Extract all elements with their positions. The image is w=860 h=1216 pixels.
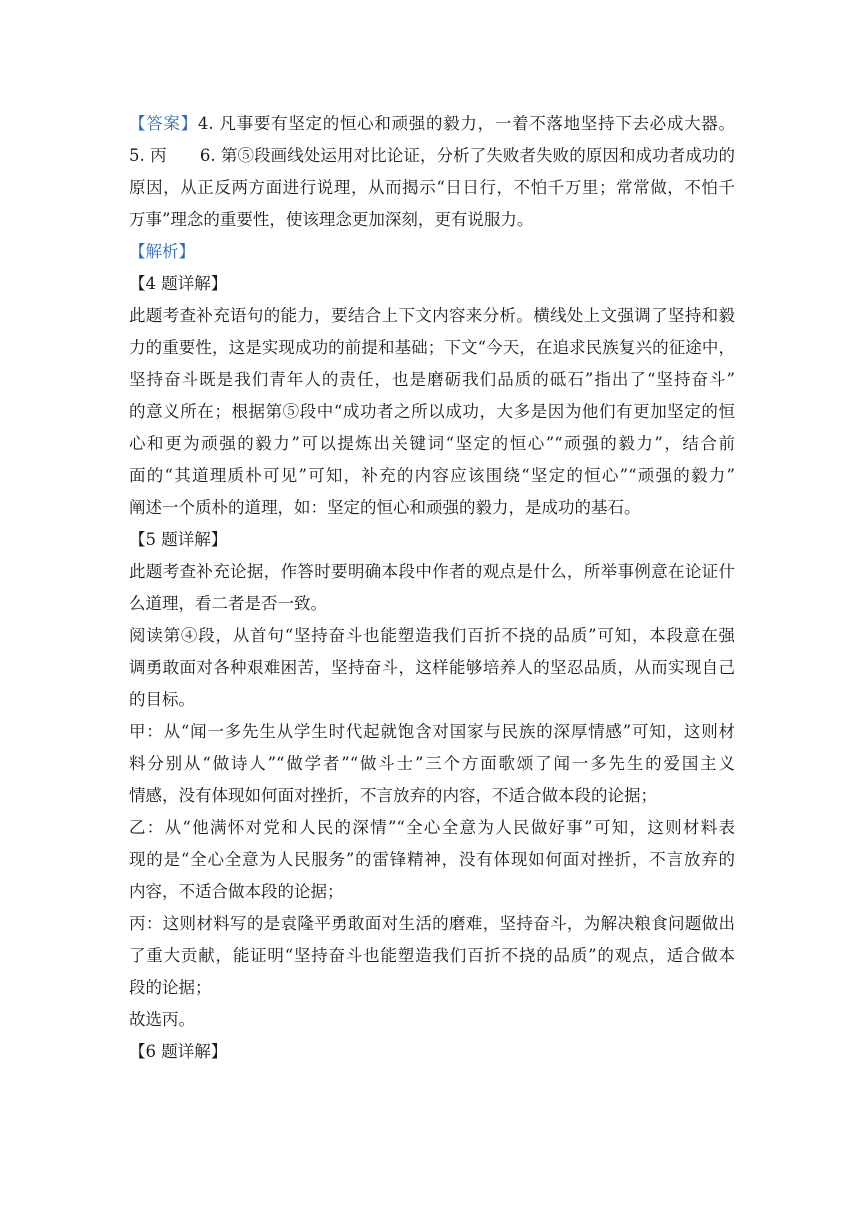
q5-line: 故选丙。 (129, 1010, 195, 1029)
q5-line: 内容，不适合做本段的论据； (129, 882, 344, 901)
analysis-tag: 【解析】 (129, 242, 195, 261)
q5-line: 现的是“全心全意为人民服务”的雷锋精神，没有体现如何面对挫折，不言放弃的 (129, 850, 735, 869)
answer-text-1: 4. 凡事要有坚定的恒心和顽强的毅力，一着不落地坚持下去必成大器。 (197, 114, 735, 133)
q5-line: 料分别从“做诗人”“做学者”“做斗士”三个方面歌颂了闻一多先生的爱国主义 (129, 754, 735, 773)
q5-line: 阅读第④段，从首句“坚持奋斗也能塑造我们百折不挠的品质”可知，本段意在强 (129, 626, 735, 645)
answer-line-1 (129, 108, 735, 140)
q4-line: 力的重要性，这是实现成功的前提和基础；下文“今天，在追求民族复兴的征途中， (129, 338, 735, 357)
q5-line: 段的论据； (129, 978, 212, 997)
answer-line-2: 5. 丙 6. 第⑤段画线处运用对比论证，分析了失败者失败的原因和成功者成功的 (129, 146, 735, 165)
q5-line: 丙：这则材料写的是袁隆平勇敢面对生活的磨难，坚持奋斗，为解决粮食问题做出 (129, 914, 735, 933)
q5-line: 么道理，看二者是否一致。 (129, 594, 327, 613)
q4-line: 面的“其道理质朴可见”可知，补充的内容应该围绕“坚定的恒心”“顽强的毅力” (129, 466, 735, 485)
q4-line: 阐述一个质朴的道理，如：坚定的恒心和顽强的毅力，是成功的基石。 (129, 498, 641, 517)
q4-line: 此题考查补充语句的能力，要结合上下文内容来分析。横线处上文强调了坚持和毅 (129, 306, 735, 325)
answer-tag: 【答案】 (129, 114, 198, 133)
q5-line: 调勇敢面对各种艰难困苦，坚持奋斗，这样能够培养人的坚忍品质，从而实现自己 (129, 658, 735, 677)
q4-heading: 【4 题详解】 (129, 274, 228, 293)
q4-line: 心和更为顽强的毅力”可以提炼出关键词“坚定的恒心”“顽强的毅力”，结合前 (129, 434, 735, 453)
document-page (129, 108, 735, 1068)
q5-line: 了重大贡献，能证明“坚持奋斗也能塑造我们百折不挠的品质”的观点，适合做本 (129, 946, 735, 965)
q5-heading: 【5 题详解】 (129, 530, 228, 549)
q5-line: 情感，没有体现如何面对挫折，不言放弃的内容，不适合做本段的论据； (129, 786, 657, 805)
q4-line: 的意义所在；根据第⑤段中“成功者之所以成功，大多是因为他们有更加坚定的恒 (129, 402, 735, 421)
answer-line-4: 万事”理念的重要性，使该理念更加深刻，更有说服力。 (129, 210, 534, 229)
q6-heading: 【6 题详解】 (129, 1042, 228, 1061)
q5-line: 乙：从“他满怀对党和人民的深情”“全心全意为人民做好事”可知，这则材料表 (129, 818, 735, 837)
q5-line: 此题考查补充论据，作答时要明确本段中作者的观点是什么，所举事例意在论证什 (129, 562, 735, 581)
q5-line: 甲：从“闻一多先生从学生时代起就饱含对国家与民族的深厚情感”可知，这则材 (129, 722, 735, 741)
q4-line: 坚持奋斗既是我们青年人的责任，也是磨砺我们品质的砥石”指出了“坚持奋斗” (129, 370, 735, 389)
q5-line: 的目标。 (129, 690, 195, 709)
answer-line-3: 原因，从正反两方面进行说理，从而揭示“日日行，不怕千万里；常常做，不怕千 (129, 178, 735, 197)
